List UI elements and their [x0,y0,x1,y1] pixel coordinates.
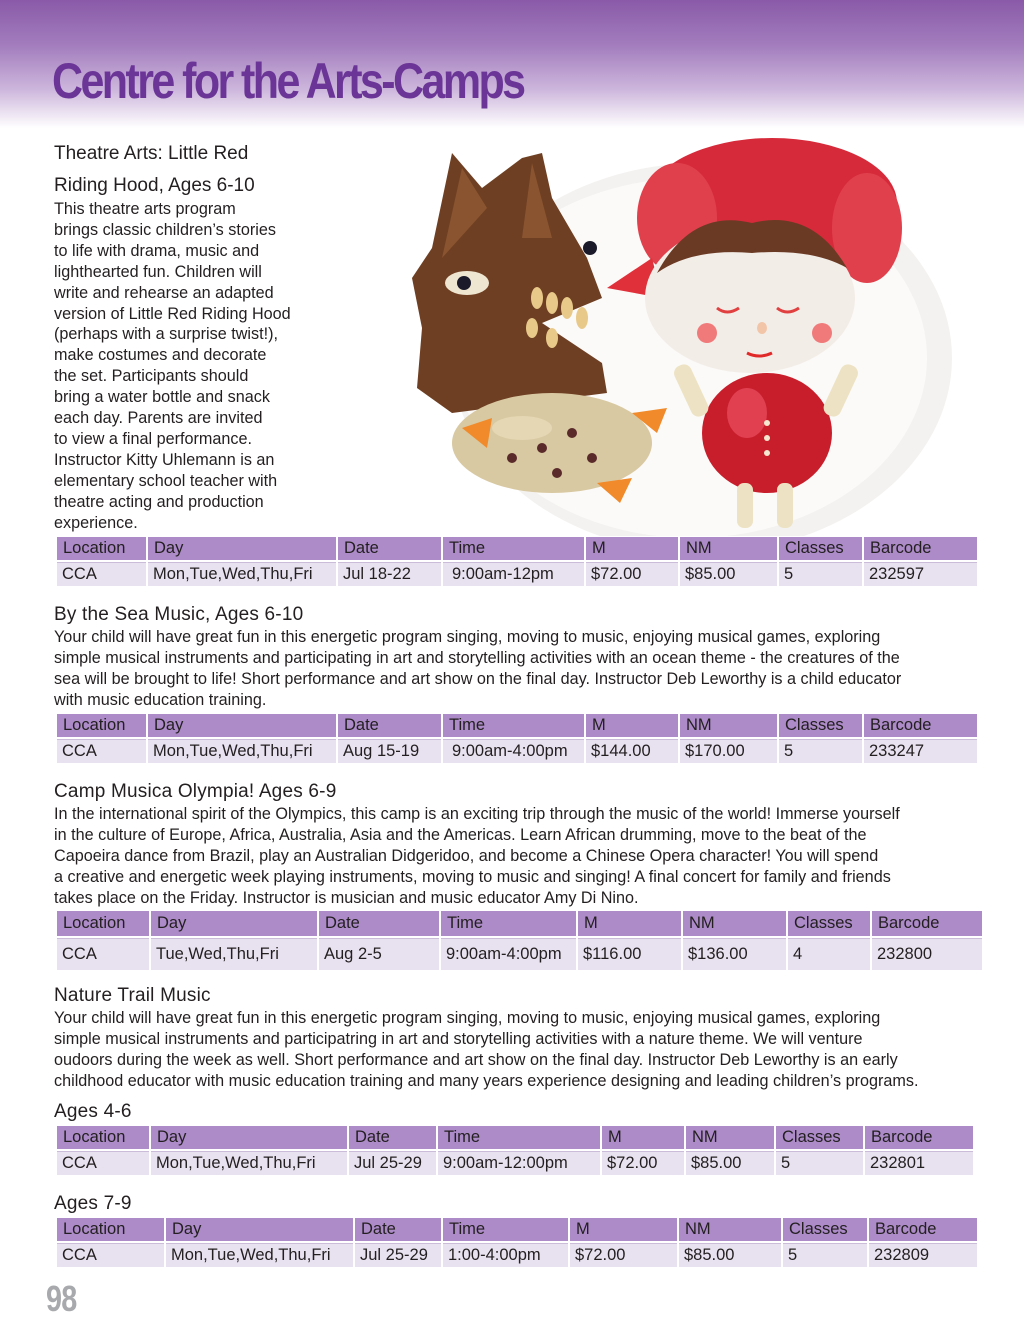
cell-nonmember-price: $85.00 [686,1151,774,1175]
header-member-price: M [602,1125,684,1151]
description-line: Your child will have great fun in this energetic program singing, moving to music, enjoying musical games, exploring [54,1009,881,1027]
cell-day: Mon,Tue,Wed,Thu,Fri [148,739,336,763]
description-line: Capoeira dance from Brazil, play an Australian Didgeridoo, and become a Chinese Opera character! You will spend [54,846,879,865]
cell-member-price: $72.00 [570,1243,677,1267]
cell-time: 9:00am-12:00pm [438,1151,600,1175]
header-nonmember-price: NM [680,536,777,562]
description-line: with music education training. [54,690,267,709]
header-date: Date [338,536,441,562]
header-classes: Classes [783,1217,867,1243]
description-line: version of Little Red Riding Hood [54,304,291,323]
description-line: experience. [54,513,138,532]
header-date: Date [349,1125,436,1151]
header-time: Time [443,536,584,562]
description-line: in the culture of Europe, Africa, Australia, Asia and the Americas. Learn African drumming, move to the beat of the [54,825,867,844]
description-line: takes place on the Friday. Instructor is musician and music educator Amy Di Nino. [54,888,639,907]
header-location: Location [57,910,149,938]
description-line: oudoors during the week as well. Short performance and art show on the final day. Instructor Deb Leworthy is an early [54,1050,898,1069]
cell-location: CCA [57,1243,164,1267]
description-line: Your child will have great fun in this energetic program singing, moving to music, enjoying musical games, exploring [54,628,881,646]
cell-time: 9:00am-4:00pm [441,938,576,970]
cell-member-price: $72.00 [586,562,678,586]
description-line: the set. Participants should [54,367,249,386]
table-row [57,938,982,970]
description-line: theatre acting and production [54,492,264,511]
description-line: In the international spirit of the Olympics, this camp is an exciting trip through the music of the world! Immerse yourself [54,805,900,823]
cell-day: Mon,Tue,Wed,Thu,Fri [151,1151,347,1175]
header-member-price: M [578,910,681,938]
camp-title-line1: Theatre Arts: Little Red [54,143,249,164]
header-barcode: Barcode [864,536,977,562]
header-barcode: Barcode [864,713,977,739]
description-line: a creative and energetic week playing instruments, moving to music and singing! A final concert for family and friends [54,867,891,886]
page-title: Centre for the Arts-Camps [52,53,524,109]
cell-nonmember-price: $85.00 [680,562,777,586]
description-line: This theatre arts program [54,200,236,218]
header-day: Day [148,713,336,739]
cell-classes: 5 [779,562,862,586]
camp-title-nature: Nature Trail Music [54,985,211,1006]
header-location: Location [57,713,146,739]
cell-classes: 5 [779,739,862,763]
cell-classes: 5 [783,1243,867,1267]
header-classes: Classes [779,536,862,562]
cell-barcode: 233247 [864,739,977,763]
table-row [57,562,977,586]
header-nonmember-price: NM [683,910,786,938]
header-day: Day [166,1217,353,1243]
header-classes: Classes [779,713,862,739]
schedule-table-olympia [55,910,984,970]
header-nonmember-price: NM [686,1125,774,1151]
cell-barcode: 232597 [864,562,977,586]
header-classes: Classes [788,910,870,938]
schedule-table-nature-7-9 [55,1217,979,1267]
header-classes: Classes [776,1125,863,1151]
cell-time: 9:00am-12pm [443,562,584,586]
cell-date: Aug 15-19 [338,739,441,763]
schedule-table-sea [55,713,979,763]
description-line: simple musical instruments and participatring in art and storytelling activities with a nature theme. We will venture [54,1029,863,1048]
description-line: (perhaps with a surprise twist!), [54,325,279,344]
cell-day: Tue,Wed,Thu,Fri [151,938,317,970]
cell-nonmember-price: $85.00 [679,1243,781,1267]
table-header-row [57,536,977,562]
cell-location: CCA [57,739,146,763]
description-line: elementary school teacher with [54,471,278,490]
header-nonmember-price: NM [679,1217,781,1243]
camp-title-line2: Riding Hood, Ages 6-10 [54,175,255,196]
header-time: Time [443,713,584,739]
schedule-table-nature-4-6 [55,1125,975,1175]
header-location: Location [57,536,146,562]
cell-barcode: 232800 [872,938,982,970]
food-art-wolf-and-red-riding-hood-image [392,128,962,536]
table-header-row [57,1125,973,1151]
camp-description-nature [54,1008,999,1092]
header-location: Location [57,1217,164,1243]
cell-classes: 4 [788,938,870,970]
cell-date: Aug 2-5 [319,938,439,970]
header-time: Time [441,910,576,938]
cell-barcode: 232801 [865,1151,973,1175]
header-member-price: M [586,713,678,739]
description-line: Instructor Kitty Uhlemann is an [54,450,275,469]
table-row [57,1151,973,1175]
header-date: Date [355,1217,441,1243]
cell-time: 1:00-4:00pm [443,1243,568,1267]
camp-description-olympia [54,804,999,909]
description-line: childhood educator with music education training and many years experience designing and leading children’s programs. [54,1071,919,1090]
header-nonmember-price: NM [680,713,777,739]
age-group-subtitle: Ages 7-9 [54,1193,132,1214]
header-barcode: Barcode [869,1217,977,1243]
cell-nonmember-price: $136.00 [683,938,786,970]
camp-description-theatre [54,199,384,534]
header-day: Day [148,536,336,562]
cell-date: Jul 25-29 [349,1151,436,1175]
table-header-row [57,713,977,739]
header-barcode: Barcode [865,1125,973,1151]
cell-barcode: 232809 [869,1243,977,1267]
table-row [57,739,977,763]
description-line: to view a final performance. [54,429,252,448]
cell-member-price: $144.00 [586,739,678,763]
header-location: Location [57,1125,149,1151]
cell-location: CCA [57,938,149,970]
camp-description-sea [54,627,994,711]
schedule-table-theatre [55,536,979,586]
cell-date: Jul 18-22 [338,562,441,586]
camp-title-sea: By the Sea Music, Ages 6-10 [54,604,304,625]
header-time: Time [443,1217,568,1243]
cell-member-price: $72.00 [602,1151,684,1175]
description-line: to life with drama, music and [54,241,260,260]
header-day: Day [151,1125,347,1151]
description-line: lighthearted fun. Children will [54,262,262,281]
header-date: Date [319,910,439,938]
description-line: simple musical instruments and participating in art and storytelling activities with an ocean theme - the creatures of the [54,648,900,667]
description-line: each day. Parents are invited [54,409,263,428]
cell-day: Mon,Tue,Wed,Thu,Fri [166,1243,353,1267]
header-time: Time [438,1125,600,1151]
header-date: Date [338,713,441,739]
description-line: make costumes and decorate [54,346,267,365]
page-number: 98 [46,1278,77,1319]
table-header-row [57,910,982,938]
description-line: write and rehearse an adapted [54,283,274,302]
description-line: bring a water bottle and snack [54,388,270,407]
cell-classes: 5 [776,1151,863,1175]
header-member-price: M [570,1217,677,1243]
cell-nonmember-price: $170.00 [680,739,777,763]
cell-date: Jul 25-29 [355,1243,441,1267]
camp-title-olympia: Camp Musica Olympia! Ages 6-9 [54,781,337,802]
cell-member-price: $116.00 [578,938,681,970]
description-line: sea will be brought to life! Short performance and art show on the final day. Instructor Deb Leworthy is a child educator [54,669,902,688]
description-line: brings classic children’s stories [54,220,276,239]
age-group-subtitle: Ages 4-6 [54,1101,132,1122]
table-header-row [57,1217,977,1243]
cell-time: 9:00am-4:00pm [443,739,584,763]
header-barcode: Barcode [872,910,982,938]
cell-location: CCA [57,562,146,586]
table-row [57,1243,977,1267]
header-day: Day [151,910,317,938]
cell-day: Mon,Tue,Wed,Thu,Fri [148,562,336,586]
header-member-price: M [586,536,678,562]
cell-location: CCA [57,1151,149,1175]
